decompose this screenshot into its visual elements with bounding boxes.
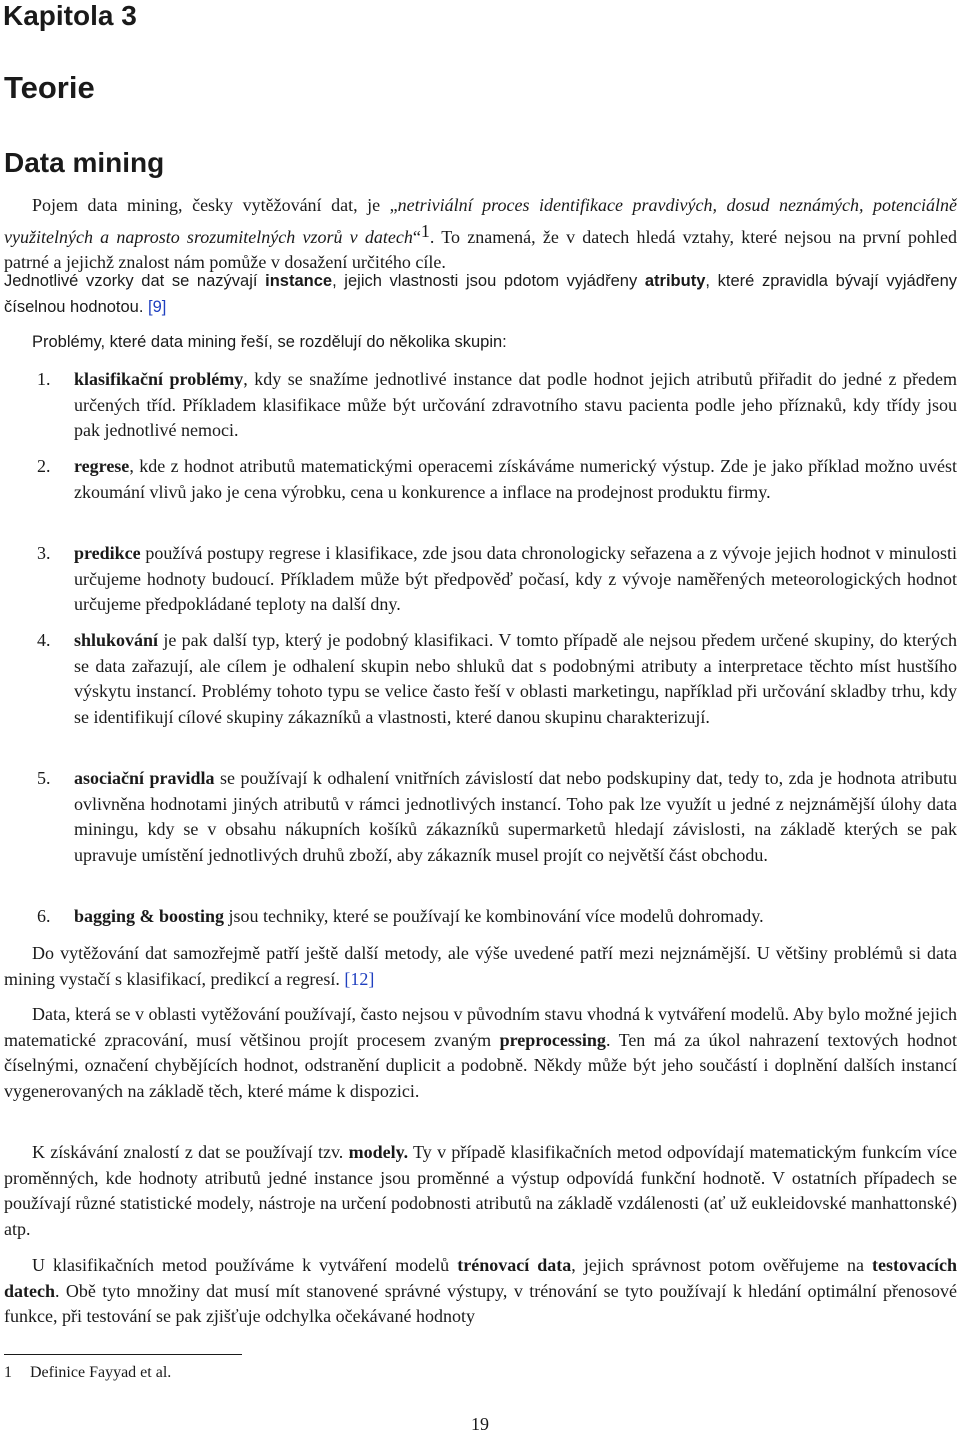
intro-text-c: . To znamená, že v datech hledá vztahy, které nejsou na první pohled patrné a jejichž znalost nám pomůže v dosažení určitého cíle. (4, 226, 957, 272)
instances-text-a: Jednotlivé vzorky dat se nazývají (4, 272, 266, 290)
footnote-divider (4, 1354, 242, 1355)
list-number: 5. (37, 768, 51, 788)
section-title: Data mining (4, 147, 165, 178)
instances-paragraph (4, 269, 957, 320)
training-text-c: , jejich správnost potom ověřujeme na (571, 1255, 873, 1275)
term-modely: modely. (348, 1142, 409, 1162)
preprocessing-paragraph (4, 1002, 957, 1104)
citation-link[interactable]: [9] (148, 297, 167, 316)
page-number: 19 (471, 1414, 489, 1434)
list-item (0, 904, 957, 930)
intro-text-b: “ (412, 226, 421, 247)
footnote (4, 1362, 171, 1384)
chapter-title: Teorie (4, 70, 95, 105)
chapter-label: Kapitola 3 (3, 0, 137, 31)
definition-quote: netriviální proces identifikace pravdivých, dosud neznámých, potenciálně využitelných a naprosto srozumitelných vzorů v datech (4, 195, 957, 247)
list-term: shlukování (74, 630, 159, 650)
list-term: asociační pravidla (74, 768, 215, 788)
list-number: 6. (37, 906, 51, 926)
training-paragraph (4, 1253, 957, 1330)
list-number: 2. (37, 456, 51, 476)
footnote-ref[interactable]: 1 (420, 220, 430, 241)
term-preprocessing: preprocessing (499, 1029, 606, 1050)
list-term: predikce (74, 543, 141, 563)
list-number: 1. (37, 369, 51, 389)
term-instance: instance (265, 272, 333, 290)
footnote-text: Definice Fayyad et al. (30, 1364, 172, 1381)
models-text-c: Ty v případě klasifikačních metod odpovídají matematickým funkcím více proměnných, kde hodnoty atributů jedné instance jsou proměnné a výstup odpovídá funkční hodnotě. V ostatních případech se používají různé statistické modely, nástroje na určení podobnosti atributů na základě vzdálenosti (ať už eukleidovské manhattonské) atp. (4, 1142, 957, 1239)
list-number: 3. (37, 543, 51, 563)
problems-intro: Problémy, které data mining řeší, se rozdělují do několika skupin: (32, 333, 507, 351)
intro-paragraph (4, 193, 957, 276)
models-text-a: K získávání znalostí z dat se používají tzv. (32, 1142, 349, 1162)
list-term: bagging & boosting (74, 906, 225, 926)
intro-text-a: Pojem data mining, česky vytěžování dat, je „ (32, 195, 398, 215)
training-text-a: U klasifikačních metod používáme k vytváření modelů (32, 1255, 458, 1275)
list-text: je pak další typ, který je podobný klasifikaci. V tomto případě ale nejsou předem určené skupiny, do kterých se data zařazují, ale cílem je odhalení skupin nebo shluků dat s podobnými atributy a interpretace těchto míst hustšího výskytu instancí. Problémy tohoto typu se velice často řeší v oblasti marketingu, například při určování skladby trhu, kdy se identifikují cílové skupiny zákazníků a vlastnosti, které danou skupinu charakterizují. (74, 630, 957, 727)
models-paragraph (4, 1140, 957, 1242)
list-number: 4. (37, 630, 51, 650)
list-text: , kdy se snažíme jednotlivé instance dat podle hodnot jejich atributů přiřadit do jedné z předem určených tříd. Příkladem klasifikace může být určování zdravotního stavu pacienta podle jeho příznaků, kdy třídy jsou pak jednotlivé nemoci. (74, 369, 957, 440)
list-item (0, 454, 957, 505)
term-testovaci-data: testovacích datech (4, 1255, 957, 1301)
list-item (0, 766, 957, 868)
list-item (0, 367, 957, 444)
term-atributy: atributy (644, 272, 706, 290)
other-methods-text: Do vytěžování dat samozřejmě patří ještě další metody, ale výše uvedené patří mezi nejznámější. U většiny problémů si data mining vystačí s klasifikací, predikcí a regresí. (4, 943, 957, 989)
training-text-d: . Obě tyto množiny dat musí mít stanovené správné výstupy, v trénování se tyto používají k hledání optimální přenosové funkce, při testování se pak zjišťuje odchylka očekávané hodnoty (4, 1280, 957, 1326)
other-methods-paragraph (4, 941, 957, 992)
footnote-number: 1 (4, 1364, 12, 1381)
list-item (0, 628, 957, 730)
list-term: klasifikační problémy (74, 369, 244, 389)
instances-text-d: , které zpravidla bývají vyjádřeny číselnou hodnotou. (4, 272, 958, 316)
list-text: , kde z hodnot atributů matematickými operacemi získáváme numerický výstup. Zde je jako příklad možno uvést zkoumání vlivů jako je cena výrobku, cena u konkurence a inflace na prodejnost produktu firmy. (74, 456, 957, 502)
list-item (0, 541, 957, 618)
list-text: používá postupy regrese i klasifikace, zde jsou data chronologicky seřazena a z vývoje jejich hodnot v minulosti určujeme hodnoty budoucí. Příkladem může být předpověď počasí, kdy z vývoje naměřených meteorologických hodnot určujeme předpokládané teploty na další dny. (74, 543, 957, 614)
term-trenovaci-data: trénovací data (457, 1255, 572, 1275)
list-term: regrese (74, 456, 130, 476)
preprocessing-text-a: Data, která se v oblasti vytěžování používají, často nejsou v původním stavu vhodná k vytváření modelů. Aby bylo možné jejich matematické zpracování, musí většinou projít procesem zvaným (4, 1004, 957, 1050)
citation-link[interactable]: [12] (344, 968, 375, 989)
instances-text-c: , jejich vlastnosti jsou pdotom vyjádřeny (332, 272, 645, 290)
preprocessing-text-c: . Ten má za úkol nahrazení textových hodnot číselnými, označení chybějících hodnot, odstranění duplicit a podobně. Někdy může být jeho součástí i doplnění dalších instancí vygenerovaných na základě těch, které máme k dispozici. (4, 1029, 957, 1101)
list-text: jsou techniky, které se používají ke kombinování více modelů dohromady. (224, 906, 764, 926)
list-text: se používají k odhalení vnitřních závislostí dat nebo podskupiny dat, tedy to, zda je hodnota atributu ovlivněna hodnotami jiných atributů v rámci jednotlivých instancí. Toho pak lze využít u jedné z nejznámější úlohy data miningu, kdy se v obsahu nákupních košíků zákazníků supermarketů hledají závislosti, na základě kterých se pak upravuje umístění jednotlivých druhů zboží, aby zákazník musel projít co největší část obchodu. (74, 768, 957, 865)
